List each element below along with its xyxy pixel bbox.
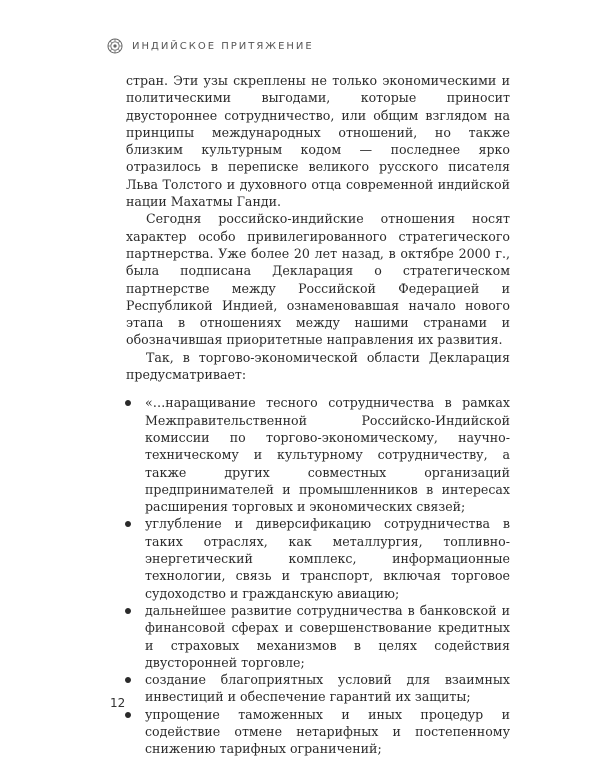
bullet-list xyxy=(126,394,510,757)
bullet-item xyxy=(145,671,510,706)
running-header xyxy=(107,38,314,54)
bullet-text: упрощение таможенных и иных процедур и содействие отмене нетарифных и постепенному снижению тарифных ограничений; xyxy=(145,706,510,757)
bullet-text: создание благоприятных условий для взаимных инвестиций и обеспечение гарантий их защиты; xyxy=(145,672,510,705)
bullet-icon xyxy=(125,521,131,527)
page-body xyxy=(126,72,510,758)
page-number: 12 xyxy=(110,696,126,710)
bullet-text: углубление и диверсификацию сотрудничества в таких отраслях, как металлургия, топливно-энергетический комплекс, информационные технологии, связь и транспорт, включая торговое судоходство и гражданскую авиацию; xyxy=(145,516,510,601)
bullet-icon xyxy=(125,400,131,406)
bullet-icon xyxy=(125,677,131,683)
bullet-item xyxy=(145,515,510,601)
paragraph: Сегодня российско-индийские отношения носят характер особо привилегированного стратегического партнерства. Уже более 20 лет назад, в октябре 2000 г., была подписана Декларация о стратегическом партнерстве между Российской Федерацией и Республикой Индией, ознаменовавшая начало нового этапа в отношениях между нашими странами и обозначившая приоритетные направления их развития. xyxy=(126,211,510,348)
bullet-icon xyxy=(125,608,131,614)
running-header-title: ИНДИЙСКОЕ ПРИТЯЖЕНИЕ xyxy=(132,40,314,52)
mandala-ornament-icon xyxy=(107,38,123,54)
paragraph: Так, в торгово-экономической области Декларация предусматривает: xyxy=(126,349,510,383)
bullet-item xyxy=(145,602,510,671)
bullet-text: «…наращивание тесного сотрудничества в рамках Межправительственной Российско-Индийской комиссии по торгово-экономическому, научно-техническому и культурному сотрудничеству, а также других совместных организаций предпринимателей и промышленников в интересах расширения торговых и экономических связей; xyxy=(145,395,510,515)
paragraph: стран. Эти узы скреплены не только экономическими и политическими выгодами, которые приносит двустороннее сотрудничество, или общим взглядом на принципы международных отношений, но также близким культурным кодом — последнее ярко отразилось в переписке великого русского писателя Льва Толстого и духовного отца современной индийской нации Махатмы Ганди. xyxy=(126,73,510,210)
bullet-text: дальнейшее развитие сотрудничества в банковской и финансовой сферах и совершенствование кредитных и страховых механизмов в целях содействия двусторонней торговле; xyxy=(145,602,510,670)
bullet-icon xyxy=(125,712,131,718)
bullet-item xyxy=(145,394,510,515)
